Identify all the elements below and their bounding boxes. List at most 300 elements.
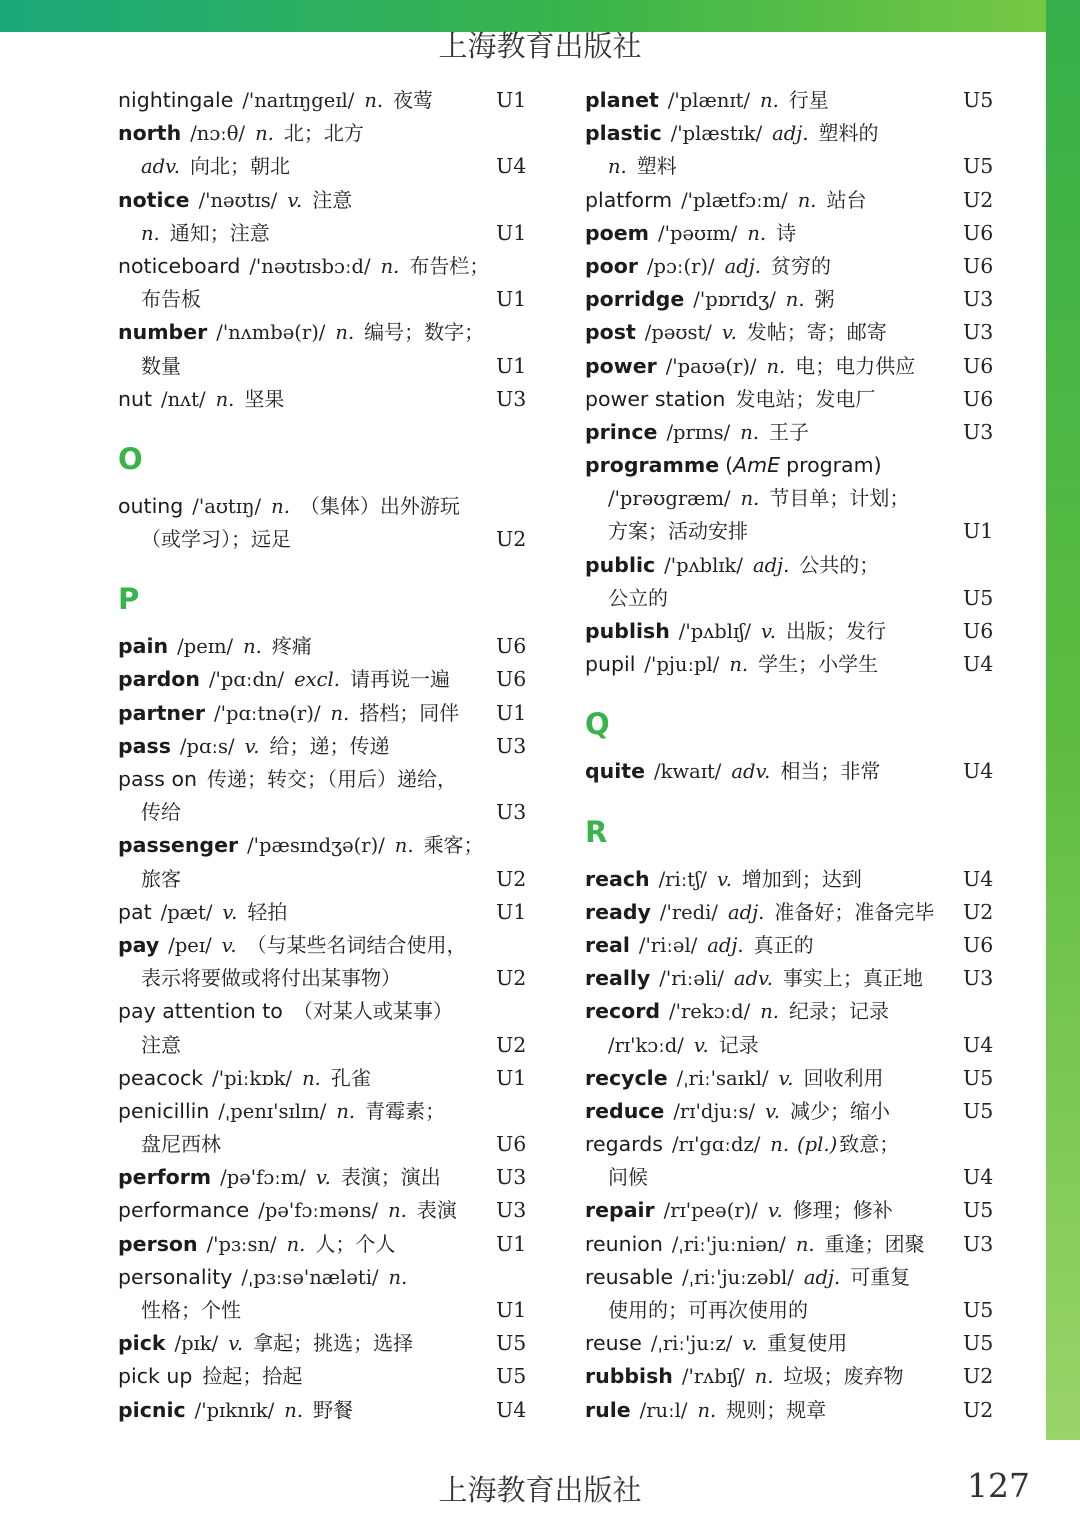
- part-of-speech: n.: [785, 288, 805, 312]
- phonetic: /nɔːθ/: [190, 122, 246, 146]
- unit-label: U4: [496, 154, 527, 179]
- phonetic: /'aʊtɪŋ/: [192, 494, 262, 518]
- meaning: 重逢；团聚: [824, 1231, 925, 1256]
- phonetic: /'riːəli/: [659, 967, 724, 991]
- entry-pay-attention-to: [118, 995, 528, 1028]
- headword: notice: [118, 187, 190, 212]
- entry-pain: [118, 630, 528, 663]
- entry-plastic-cont: [585, 150, 995, 183]
- meaning: 记录: [718, 1032, 759, 1057]
- headword: pick up: [118, 1364, 193, 1389]
- phonetic: /riːtʃ/: [658, 867, 707, 891]
- part-of-speech: n.: [795, 1232, 815, 1256]
- unit-label: U6: [963, 932, 994, 957]
- entry-public: [585, 549, 995, 582]
- phonetic: /'pɜːsn/: [206, 1232, 277, 1256]
- entry-personality: [118, 1261, 528, 1294]
- part-of-speech: v.: [315, 1166, 331, 1190]
- headword: pupil: [585, 652, 636, 677]
- unit-label: U5: [963, 1198, 994, 1223]
- unit-label: U2: [963, 1364, 994, 1389]
- phonetic: /ˌriː'juːzəbl/: [682, 1265, 794, 1289]
- part-of-speech: v.: [765, 1099, 780, 1123]
- entry-picnic: [118, 1394, 528, 1427]
- entry-repair: [585, 1194, 995, 1227]
- entry-prince: [585, 416, 995, 449]
- headword: prince: [585, 419, 658, 444]
- unit-label: U1: [496, 287, 527, 312]
- headword: rule: [585, 1397, 631, 1422]
- part-of-speech: n.: [766, 354, 786, 378]
- part-of-speech: n.: [243, 635, 262, 659]
- headword: pass: [118, 733, 171, 758]
- meaning: 向北；朝北: [190, 154, 291, 179]
- headword: programme: [585, 453, 720, 478]
- meaning: 传递；转交；（用后）递给，: [207, 767, 457, 791]
- meaning: 塑料: [636, 154, 677, 179]
- unit-label: U5: [963, 585, 994, 610]
- headword: pick: [118, 1331, 166, 1356]
- part-of-speech: n.: [740, 420, 759, 444]
- phonetic: /'rʌbɪʃ/: [681, 1365, 745, 1389]
- meaning: 性格；个性: [141, 1298, 241, 1322]
- part-of-speech: n.: [364, 89, 384, 112]
- meaning: 搭档；同伴: [359, 700, 460, 725]
- part-of-speech: v.: [717, 867, 732, 891]
- meaning: 表演；演出: [340, 1165, 441, 1190]
- entry-regards: [585, 1128, 995, 1161]
- entry-nightingale: [118, 84, 528, 117]
- headword: pay attention to: [118, 999, 283, 1024]
- entry-pay-attention-to-cont: [118, 1029, 528, 1062]
- unit-label: U5: [963, 1298, 994, 1322]
- entry-outing-cont: [118, 523, 528, 556]
- unit-label: U2: [963, 1397, 994, 1422]
- meaning: 旅客: [141, 866, 181, 891]
- phonetic: /'plæstɪk/: [670, 122, 763, 146]
- plural-note: (pl.): [797, 1133, 838, 1157]
- phonetic: /'piːkɒk/: [212, 1066, 293, 1090]
- entry-reuse: [585, 1327, 995, 1360]
- part-of-speech: v.: [693, 1033, 709, 1057]
- phonetic: /pɪk/: [174, 1332, 219, 1356]
- part-of-speech: v.: [287, 188, 303, 212]
- headword: penicillin: [118, 1098, 210, 1123]
- phonetic: /nʌt/: [161, 387, 206, 411]
- meaning: 使用的；可再次使用的: [608, 1298, 808, 1322]
- headword: record: [585, 999, 661, 1024]
- headword: picnic: [118, 1397, 186, 1422]
- meaning: 孔雀: [330, 1065, 371, 1090]
- meaning: 方案；活动安排: [608, 519, 748, 544]
- phonetic: /'pɑːdn/: [208, 668, 285, 692]
- part-of-speech: n.: [697, 1398, 717, 1422]
- meaning: 布告栏；: [409, 253, 490, 278]
- meaning: 重复使用: [767, 1331, 848, 1356]
- entry-poor: [585, 250, 995, 283]
- headword: performance: [118, 1198, 250, 1223]
- entry-plastic: [585, 117, 995, 150]
- unit-label: U4: [496, 1397, 527, 1422]
- headword: quite: [585, 759, 645, 784]
- entry-publish: [585, 615, 995, 648]
- entry-quite: [585, 755, 995, 788]
- part-of-speech: v.: [228, 1332, 244, 1356]
- entry-performance: [118, 1194, 528, 1227]
- unit-label: U1: [496, 899, 527, 924]
- meaning: 疼痛: [271, 634, 312, 659]
- meaning: 修理；修补: [792, 1198, 893, 1223]
- part-of-speech: n.: [302, 1066, 321, 1090]
- meaning: 坚果: [244, 386, 285, 411]
- meaning: 数量: [141, 353, 181, 378]
- meaning: 编号；数字；: [364, 320, 485, 345]
- unit-label: U1: [496, 700, 527, 725]
- meaning: 行星: [788, 88, 829, 112]
- entry-notice: [118, 184, 528, 217]
- unit-label: U5: [963, 1098, 994, 1123]
- meaning: 北；北方: [283, 121, 364, 146]
- headword: noticeboard: [118, 253, 241, 278]
- part-of-speech: n.: [284, 1398, 304, 1422]
- phonetic: /peɪn/: [177, 635, 234, 659]
- headword: partner: [118, 700, 206, 725]
- headword: platform: [585, 187, 673, 212]
- entry-reusable-cont: [585, 1294, 995, 1327]
- part-of-speech: n.: [740, 487, 760, 511]
- meaning: 轻拍: [247, 899, 288, 924]
- headword: nightingale: [118, 88, 234, 112]
- meaning: 拿起；挑选；选择: [253, 1331, 414, 1356]
- entry-recycle: [585, 1062, 995, 1095]
- part-of-speech: n.: [335, 321, 355, 345]
- part-of-speech: v.: [742, 1332, 758, 1356]
- meaning: 注意: [312, 187, 353, 212]
- unit-label: U5: [496, 1364, 527, 1389]
- part-of-speech: n.: [760, 89, 779, 112]
- meaning: 人；个人: [315, 1231, 396, 1256]
- unit-label: U3: [963, 419, 994, 444]
- entry-person: [118, 1228, 528, 1261]
- meaning: 回收利用: [803, 1065, 884, 1090]
- meaning: 塑料的: [818, 121, 879, 146]
- part-of-speech: excl.: [294, 668, 340, 692]
- meaning: 纪录；记录: [788, 999, 889, 1024]
- phonetic: /'pjuːpl/: [644, 653, 720, 677]
- left-column: [118, 84, 528, 1427]
- headword: power: [585, 353, 657, 378]
- phonetic: /'prəʊgræm/: [608, 487, 731, 511]
- unit-label: U4: [963, 866, 994, 891]
- unit-label: U5: [963, 88, 994, 112]
- headword: publish: [585, 619, 670, 643]
- part-of-speech: n.: [388, 1265, 408, 1289]
- unit-label: U2: [963, 187, 994, 212]
- meaning: 增加到；达到: [741, 866, 862, 891]
- entry-power-station: [585, 383, 995, 416]
- entry-penicillin: [118, 1095, 528, 1128]
- phonetic: /'paʊə(r)/: [665, 354, 757, 378]
- publisher-watermark-top: 上海教育出版社: [438, 29, 642, 63]
- meaning: 节目单；计划；: [769, 486, 910, 511]
- meaning: 注意: [141, 1032, 181, 1057]
- entry-porridge: [585, 283, 995, 316]
- meaning: 乘客；: [423, 833, 484, 858]
- meaning: 青霉素；: [365, 1098, 446, 1123]
- unit-label: U4: [963, 759, 994, 784]
- unit-label: U3: [963, 966, 994, 991]
- phonetic: /'rekɔːd/: [669, 1000, 751, 1024]
- entry-north-cont: [118, 150, 528, 183]
- entry-perform: [118, 1161, 528, 1194]
- entry-reunion: [585, 1228, 995, 1261]
- headword: peacock: [118, 1065, 204, 1090]
- entry-peacock: [118, 1062, 528, 1095]
- entry-personality-cont: [118, 1294, 528, 1327]
- headword: nut: [118, 386, 153, 411]
- entry-number: [118, 316, 528, 349]
- part-of-speech: v.: [221, 933, 237, 957]
- unit-label: U2: [496, 1032, 527, 1057]
- variant-word: program): [786, 453, 882, 478]
- headword: pass on: [118, 767, 197, 791]
- headword: really: [585, 966, 651, 991]
- entry-nut: [118, 383, 528, 416]
- meaning: （集体）出外游玩: [299, 493, 460, 518]
- meaning: 减少；缩小: [789, 1098, 890, 1123]
- phonetic: /rɪ'peə(r)/: [663, 1199, 758, 1223]
- part-of-speech: n.: [271, 494, 290, 518]
- part-of-speech: n.: [336, 1099, 356, 1123]
- entry-pick-up: [118, 1360, 528, 1393]
- headword: reduce: [585, 1098, 665, 1123]
- entry-noticeboard: [118, 250, 528, 283]
- meaning: 学生；小学生: [758, 652, 879, 677]
- meaning: （与某些名词结合使用，: [246, 932, 467, 957]
- headword: public: [585, 552, 656, 577]
- meaning: 真正的: [753, 932, 814, 957]
- section-letter-q: Q: [585, 707, 610, 742]
- entry-poem: [585, 217, 995, 250]
- headword: passenger: [118, 833, 239, 858]
- meaning: （对某人或某事）: [292, 999, 453, 1024]
- meaning: 给；递；传递: [269, 733, 390, 758]
- meaning: 出版；发行: [785, 619, 886, 643]
- part-of-speech: adj.: [752, 553, 790, 577]
- part-of-speech: v.: [778, 1066, 794, 1090]
- phonetic: /pæt/: [160, 900, 213, 924]
- phonetic: /rɪ'gɑːdz/: [671, 1133, 761, 1157]
- entry-passenger: [118, 829, 528, 862]
- publisher-watermark-bottom: 上海教育出版社: [438, 1473, 642, 1507]
- meaning: 发电站；发电厂: [735, 386, 876, 411]
- unit-label: U6: [963, 386, 994, 411]
- variant-region: AmE: [733, 453, 781, 478]
- entry-regards-cont: [585, 1161, 995, 1194]
- phonetic: /pɔː(r)/: [646, 254, 715, 278]
- section-letter-p: P: [118, 582, 140, 617]
- part-of-speech: n.: [141, 221, 160, 245]
- headword: pain: [118, 634, 169, 659]
- headword: poem: [585, 220, 650, 245]
- part-of-speech: n.: [729, 653, 749, 677]
- phonetic: /pə'fɔːməns/: [258, 1199, 379, 1223]
- entry-number-cont: [118, 350, 528, 383]
- entry-pardon: [118, 663, 528, 696]
- unit-label: U3: [496, 386, 527, 411]
- meaning: 粥: [814, 287, 835, 312]
- phonetic: /peɪ/: [168, 933, 212, 957]
- phonetic: /'nʌmbə(r)/: [216, 321, 326, 345]
- entry-public-cont: [585, 582, 995, 615]
- phonetic: /ˌpɜːsə'næləti/: [241, 1265, 379, 1289]
- part-of-speech: n.: [797, 188, 817, 212]
- meaning: 公立的: [608, 585, 668, 610]
- entry-reach: [585, 863, 995, 896]
- unit-label: U1: [496, 1065, 527, 1090]
- part-of-speech: n.: [608, 155, 627, 179]
- part-of-speech: n.: [770, 1133, 790, 1157]
- entry-really: [585, 962, 995, 995]
- unit-label: U2: [496, 966, 527, 991]
- meaning: 贫穷的: [770, 253, 831, 278]
- right-column: [585, 84, 995, 1427]
- part-of-speech: n.: [255, 122, 274, 146]
- part-of-speech: adv.: [733, 967, 773, 991]
- meaning: 准备好；准备完毕: [774, 899, 935, 924]
- meaning: 表示将要做或将付出某事物）: [141, 966, 401, 991]
- phonetic: /prɪns/: [666, 420, 731, 444]
- meaning: 请再说一遍: [349, 667, 450, 692]
- entry-penicillin-cont: [118, 1128, 528, 1161]
- headword: reusable: [585, 1264, 674, 1289]
- meaning: 通知；注意: [169, 220, 270, 245]
- unit-label: U5: [963, 1331, 994, 1356]
- headword: pay: [118, 932, 160, 957]
- unit-label: U2: [963, 899, 994, 924]
- entry-post: [585, 316, 995, 349]
- entry-reusable: [585, 1261, 995, 1294]
- part-of-speech: adj.: [772, 122, 809, 146]
- entry-ready: [585, 896, 995, 929]
- section-letter-r: R: [585, 814, 608, 849]
- unit-label: U1: [496, 1231, 527, 1256]
- meaning: 盘尼西林: [141, 1132, 221, 1157]
- part-of-speech: v.: [222, 900, 238, 924]
- meaning: 野餐: [313, 1397, 354, 1422]
- meaning: 致意；: [839, 1132, 900, 1157]
- part-of-speech: adv.: [141, 155, 181, 179]
- part-of-speech: adj.: [803, 1265, 841, 1289]
- phonetic: /'redi/: [659, 900, 718, 924]
- meaning: 表演: [416, 1198, 457, 1223]
- unit-label: U1: [496, 353, 527, 378]
- entry-rule: [585, 1394, 995, 1427]
- phonetic: /'plætfɔːm/: [681, 188, 788, 212]
- headword: ready: [585, 899, 651, 924]
- variant-open: (: [725, 453, 734, 478]
- meaning: 诗: [776, 220, 797, 245]
- part-of-speech: adj.: [724, 254, 761, 278]
- unit-label: U3: [496, 1165, 527, 1190]
- unit-label: U6: [963, 619, 994, 643]
- unit-label: U3: [496, 800, 527, 825]
- part-of-speech: v.: [767, 1199, 783, 1223]
- entry-notice-cont: [118, 217, 528, 250]
- headword: north: [118, 121, 182, 146]
- headword: regards: [585, 1132, 663, 1157]
- unit-label: U1: [496, 220, 527, 245]
- entry-power: [585, 350, 995, 383]
- phonetic: /ˌpenɪ'sɪlɪn/: [218, 1099, 327, 1123]
- phonetic: /ˌriː'juːz/: [650, 1332, 733, 1356]
- unit-label: U2: [496, 866, 527, 891]
- meaning: 捡起；拾起: [202, 1364, 303, 1389]
- unit-label: U5: [963, 154, 994, 179]
- unit-label: U6: [496, 1132, 527, 1157]
- phonetic: /kwaɪt/: [654, 760, 722, 784]
- headword: reuse: [585, 1331, 642, 1356]
- phonetic: /ruːl/: [639, 1398, 688, 1422]
- phonetic: /'naɪtɪŋgeɪl/: [242, 89, 355, 112]
- entry-record-cont: [585, 1029, 995, 1062]
- entry-pat: [118, 896, 528, 929]
- headword: plastic: [585, 121, 662, 146]
- entry-pay-cont: [118, 962, 528, 995]
- meaning: 电；电力供应: [795, 353, 916, 378]
- meaning: 夜莺: [393, 88, 434, 112]
- phonetic: /'pɑːtnə(r)/: [214, 701, 321, 725]
- meaning: 发帖；寄；邮寄: [746, 320, 887, 345]
- meaning: 公共的；: [799, 552, 880, 577]
- phonetic: /'plænɪt/: [667, 89, 751, 112]
- entry-pass-on: [118, 763, 528, 796]
- headword: outing: [118, 493, 184, 518]
- headword: power station: [585, 386, 726, 411]
- unit-label: U3: [963, 320, 994, 345]
- headword: number: [118, 320, 208, 345]
- part-of-speech: n.: [380, 254, 400, 278]
- headword: pardon: [118, 667, 200, 692]
- entry-pass: [118, 730, 528, 763]
- meaning: 传给: [141, 800, 181, 825]
- entry-noticeboard-cont: [118, 283, 528, 316]
- entry-planet: [585, 84, 995, 117]
- headword: reunion: [585, 1231, 663, 1256]
- phonetic: /pəʊst/: [644, 321, 712, 345]
- headword: real: [585, 932, 630, 957]
- part-of-speech: n.: [215, 387, 235, 411]
- part-of-speech: n.: [388, 1199, 407, 1223]
- entry-programme: [585, 449, 995, 482]
- headword: perform: [118, 1165, 212, 1190]
- phonetic: /pɑːs/: [179, 734, 235, 758]
- unit-label: U6: [963, 353, 994, 378]
- meaning: 站台: [826, 187, 867, 212]
- entry-pick: [118, 1327, 528, 1360]
- right-green-bar: [1046, 0, 1080, 1440]
- part-of-speech: n.: [286, 1232, 306, 1256]
- entry-partner: [118, 697, 528, 730]
- entry-outing: [118, 490, 528, 523]
- unit-label: U6: [963, 220, 994, 245]
- unit-label: U6: [963, 253, 994, 278]
- part-of-speech: v.: [761, 620, 776, 643]
- phonetic: /'pɒrɪdʒ/: [693, 288, 776, 312]
- unit-label: U6: [496, 667, 527, 692]
- unit-label: U3: [496, 1198, 527, 1223]
- headword: personality: [118, 1264, 233, 1289]
